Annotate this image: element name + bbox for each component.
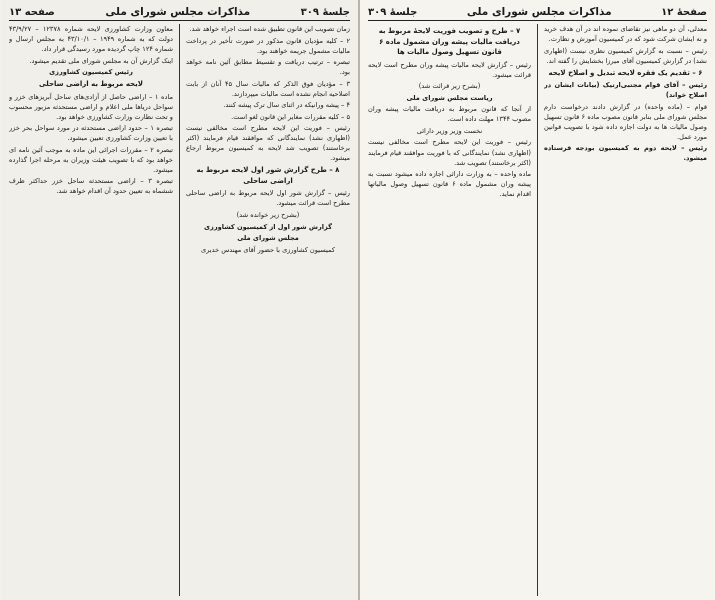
paragraph: ریاست مجلس شورای ملی [406, 93, 493, 102]
paragraph: (بشرح زیر خوانده شد) [236, 210, 300, 219]
paragraph: رئیس – لایحه دوم به کمیسیون بودجه فرستاده میشود. [544, 144, 707, 163]
right-page-header [368, 6, 707, 21]
paragraph: قوام – (ماده واحده) در گزارش دادند درخواست دارم مجلس شورای ملی بنابر قانون مصوب ماده ۶ قانون تسهیل وصول مالیات ها به دولت اجازه داده شود با تصویب قوانین مورد عمل. [544, 102, 707, 141]
paragraph: اینک گزارش آن به مجلس شورای ملی تقدیم میشود. [29, 56, 173, 65]
left-page [1, 0, 358, 600]
paragraph: ماده ۱ – اراضی حاصل از آزادی‌ها‌ی ساحل آبریزهای خزر و سواحل دریاها ملی اعلام و اراضی مستحدثه مزبور محسوب و تحت نظارت وزارت کشاورزی خواهد بود. [9, 92, 173, 121]
right-page-columns [368, 24, 707, 596]
paragraph: ۳ – مؤدیان فوق الذکر که مالیات سال ۴۵ آنان از بابت اصلاحیه انجام نشده است مالیات میپردازند. [186, 79, 350, 98]
right-page [358, 0, 715, 600]
paragraph: ۲ – کلیه مؤدیان قانون مذکور در صورت تأخیر در پرداخت مالیات مشمول جریمه خواهند بود. [186, 36, 350, 55]
section-heading: ۸ – طرح گزارش شور اول لایحه مربوط به اراضی ساحلی [196, 166, 340, 185]
left-column-a [186, 24, 350, 596]
left-page-columns [9, 24, 350, 596]
right-column-b [368, 24, 531, 596]
paragraph: رئیس کمیسیون کشاورزی [49, 68, 133, 77]
paragraph: تبصره ۳ – اراضی مستحدثه ساحل خزر حداکثر ظرف ششماه به تعیین حدود آن اقدام خواهد شد. [9, 177, 173, 196]
paragraph: تبصره – ترتیب دریافت و تقسیط مطابق آئین نامه خواهد بود. [186, 58, 350, 77]
section-heading: ۷ – طرح و تصویب فوریت لایحهٔ مربوط به دریافت مالیات پیشه وران مشمول ماده ۶ قانون تسهیل وصول مالیات ها [378, 27, 521, 57]
page-title: مذاکرات مجلس شورای ملی [105, 6, 251, 18]
paragraph: گزارش شور اول از کمیسیون کشاورزی [204, 222, 332, 231]
session-label: جلسهٔ ۳۰۹ [368, 6, 418, 18]
section-heading: لایحه مربوط به اراضی ساحلی [39, 80, 143, 89]
paragraph: معدلی، آن دو ماهی نیز تقاضای نموده اند در آن هدف خرید و نه ایشان شرکت شود که در کمیسیون آموزش و نظارت. [544, 25, 707, 44]
right-column-a [544, 24, 707, 596]
paragraph: رئیس – گزارش شور اول لایحه مربوط به اراضی ساحلی مطرح است قرائت میشود. [186, 189, 350, 208]
page-number: صفحهٔ ۱۲ [661, 6, 707, 18]
paragraph: رئیس – آقای قوام مجتبی‌ارتیک (بیانات ایشان در اصلاح خواند) [544, 81, 707, 100]
paragraph: ۵ – کلیه مقررات مغایر این قانون لغو است. [231, 112, 350, 121]
left-page-header [9, 6, 350, 21]
paragraph: ماده واحده – به وزارت دارائی اجازه داده میشود نسبت به پیشه وران مشمول ماده ۶ قانون تسهیل وصول مالیاتها اقدام نماید. [368, 170, 531, 199]
page-number: صفحه ۱۳ [9, 6, 55, 18]
paragraph: تبصره ۲ – مقررات اجرائی این ماده به موجب آئین نامه ای خواهد بود که با تصویب هیئت وزیران به مرحله اجرا گذارده میشود. [9, 145, 173, 174]
paragraph: از آنجا که قانون مربوط به دریافت مالیات پیشه وران مصوب ۱۳۴۴ مهلت داده است. [368, 105, 531, 124]
column-divider [179, 24, 180, 596]
left-column-b [9, 24, 173, 596]
column-divider [537, 24, 538, 596]
paragraph: رئیس – نسبت به گزارش کمیسیون نظری نیست (اظهاری نشد) در گزارش کمیسیون آقای میرزا بخشایش را گفته اند. [544, 46, 707, 65]
paragraph: رئیس – فوریت این لایحه مطرح است مخالفی نیست (اظهاری نشد) نمایندگانی که با فوریت موافقند قیام فرمایند (اکثر برخاستند) تصویب شد. [368, 138, 531, 167]
paragraph: (بشرح زیر قرائت شد) [418, 82, 481, 91]
paragraph: ۴ – پیشه ورانیکه در اثنای سال ترک پیشه کنند. [223, 101, 350, 110]
paragraph: رئیس – فوریت این لایحه مطرح است مخالفی نیست (اظهاری نشد) نمایندگانی که موافقند قیام فرمایند (اکثر برخاستند) تصویب شد لایحه به کمیسیون مربوط ارجاع میشود. [186, 124, 350, 163]
section-heading: ۶ – تقدیم یک فقره لایحه تبدیل و اصلاح لایحه [548, 68, 703, 77]
signature-line: نخست وزیر وزیر دارائی [416, 126, 483, 135]
paragraph: مجلس شورای ملی [237, 234, 299, 243]
paragraph: تبصره ۱ – حدود اراضی مستحدثه در مورد سواحل بحر خزر با تعیین وزارت کشاورزی تعیین میشود. [9, 124, 173, 143]
page-title: مذاکرات مجلس شورای ملی [466, 6, 612, 18]
paragraph: رئیس – گزارش لایحه مالیات پیشه وران مطرح است لایحه قرائت میشود. [368, 60, 531, 79]
paragraph: زمان تصویب این قانون تطبیق شده است اجراء خواهد شد. [189, 25, 350, 33]
paragraph: کمیسیون کشاورزی با حضور آقای مهندس خدیری [200, 245, 335, 254]
session-label: جلسهٔ ۳۰۹ [300, 6, 350, 18]
paragraph: معاون وزارت کشاورزی لایحه شماره ۱۲۳۷۸ – ۴۳/۹/۲۷ دولت که به شماره ۱۹۴۹ – ۴۳/۱۰/۱ به مجلس ارسال و شماره ۱۲۴ چاپ گردیده مورد رسیدگی قرار داد. [9, 25, 173, 54]
